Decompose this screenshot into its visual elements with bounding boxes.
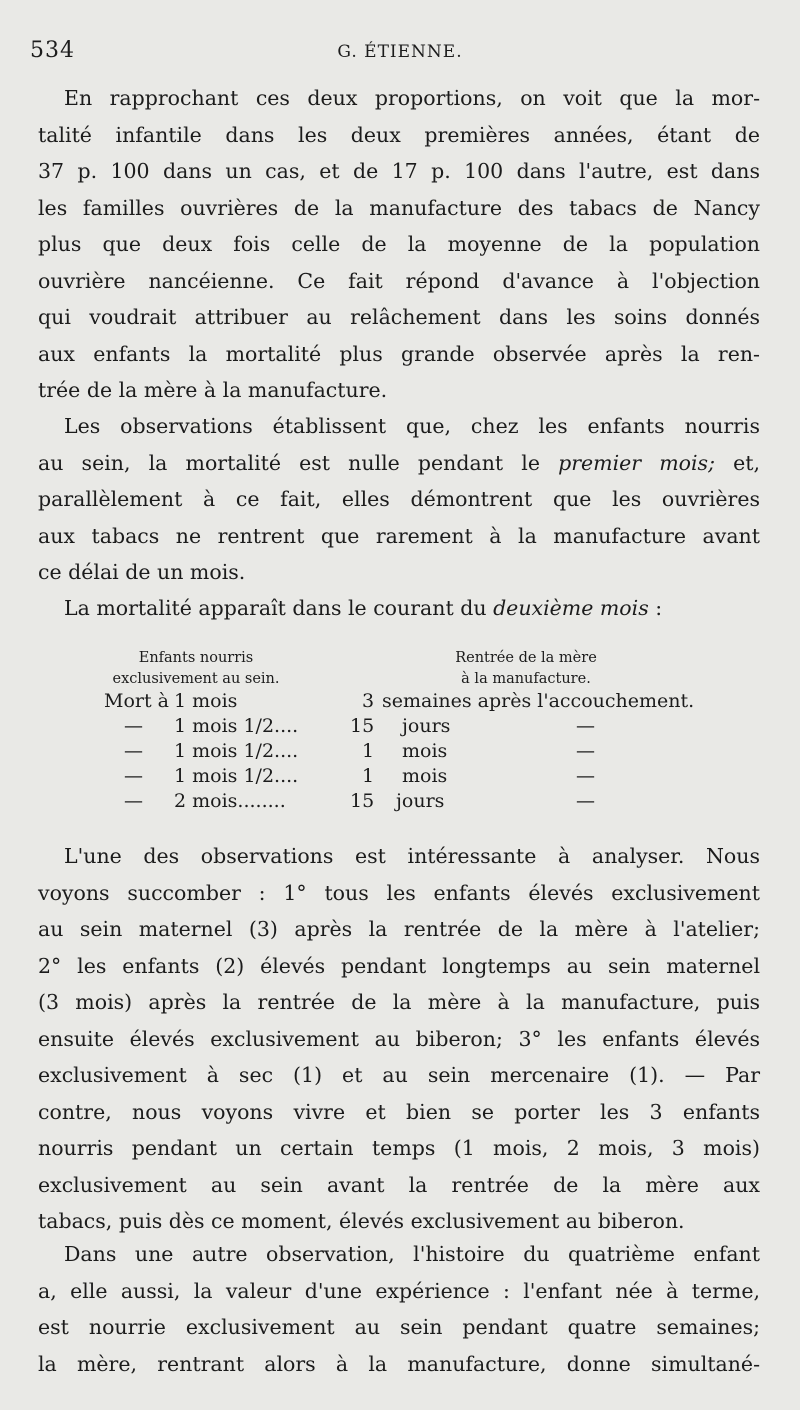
page-number: 534 bbox=[30, 38, 75, 63]
row-number: 1 bbox=[362, 740, 375, 762]
text-line: exclusivement à sec (1) et au sein mercenaire (1). — Par bbox=[38, 1063, 760, 1087]
row-number: 1 bbox=[362, 765, 375, 787]
paragraph-5 bbox=[38, 1236, 760, 1382]
text-line: ouvrière nancéienne. Ce fait répond d'avance à l'objection bbox=[38, 268, 760, 293]
text-line bbox=[38, 590, 760, 627]
row-number: 15 bbox=[350, 715, 375, 737]
row-lead: — bbox=[124, 740, 143, 762]
text-line: exclusivement au sein avant la rentrée de la mère aux bbox=[38, 1172, 760, 1197]
header-line: Enfants nourris bbox=[138, 650, 254, 666]
text-segment: et, bbox=[714, 450, 760, 475]
row-number: 15 bbox=[350, 790, 375, 812]
row-unit: mois bbox=[402, 740, 448, 762]
text-line: au sein maternel (3) après la rentrée de la mère à l'atelier; bbox=[38, 917, 760, 941]
header-line: Rentrée de la mère bbox=[455, 650, 597, 666]
text-line: tabacs, puis dès ce moment, élevés exclusivement au biberon. bbox=[38, 1209, 685, 1233]
text-line: ce délai de un mois. bbox=[38, 560, 246, 584]
text-line: L'une des observations est intéressante à analyser. Nous bbox=[64, 844, 760, 868]
text-line bbox=[38, 445, 760, 482]
row-dash: — bbox=[576, 790, 595, 812]
emphasis-text: deuxième mois bbox=[493, 596, 649, 620]
table-row bbox=[96, 715, 736, 740]
text-line: En rapprochant ces deux proportions, on voit que la mor- bbox=[64, 86, 760, 110]
row-dash: — bbox=[576, 740, 595, 762]
text-line: talité infantile dans les deux premières années, étant de bbox=[38, 122, 760, 147]
row-dash: — bbox=[576, 765, 595, 787]
paragraph-2 bbox=[38, 408, 760, 591]
text-line: aux tabacs ne rentrent que rarement à la manufacture avant bbox=[38, 523, 760, 548]
row-age: 1 mois 1/2.... bbox=[174, 715, 299, 737]
paragraph-4 bbox=[38, 838, 760, 1240]
column-header-children bbox=[96, 648, 296, 690]
text-line: a, elle aussi, la valeur d'une expérience : l'enfant née à terme, bbox=[38, 1278, 760, 1303]
text-line: nourris pendant un certain temps (1 mois, 2 mois, 3 mois) bbox=[38, 1136, 760, 1160]
header-line: exclusivement au sein. bbox=[112, 671, 280, 687]
text-line: (3 mois) après la rentrée de la mère à la manufacture, puis bbox=[38, 990, 760, 1014]
row-age: 1 mois 1/2.... bbox=[174, 740, 299, 762]
text-line: 37 p. 100 dans un cas, et de 17 p. 100 dans l'autre, est dans bbox=[38, 159, 760, 183]
text-line: la mère, rentrant alors à la manufacture, donne simultané- bbox=[38, 1351, 760, 1376]
text-line: qui voudrait attribuer au relâchement dans les soins donnés bbox=[38, 305, 760, 329]
paragraph-3 bbox=[38, 590, 760, 627]
text-segment: au sein, la mortalité est nulle pendant le bbox=[38, 450, 559, 475]
text-line: plus que deux fois celle de la moyenne de la population bbox=[38, 232, 760, 256]
row-lead: — bbox=[124, 715, 143, 737]
table-row bbox=[96, 740, 736, 765]
row-unit: semaines après l'accouchement. bbox=[382, 690, 695, 712]
row-age: 1 mois 1/2.... bbox=[174, 765, 299, 787]
row-unit: jours bbox=[402, 715, 451, 737]
text-line: contre, nous voyons vivre et bien se porter les 3 enfants bbox=[38, 1099, 760, 1124]
text-line: aux enfants la mortalité plus grande observée après la ren- bbox=[38, 341, 760, 366]
table-row bbox=[96, 790, 736, 815]
row-lead: — bbox=[124, 790, 143, 812]
row-lead: — bbox=[124, 765, 143, 787]
row-unit: mois bbox=[402, 765, 448, 787]
text-line: 2° les enfants (2) élevés pendant longtemps au sein maternel bbox=[38, 953, 760, 978]
text-line: Dans une autre observation, l'histoire du quatrième enfant bbox=[64, 1242, 760, 1266]
text-line: trée de la mère à la manufacture. bbox=[38, 378, 388, 402]
row-unit: jours bbox=[396, 790, 445, 812]
text-line: est nourrie exclusivement au sein pendant quatre semaines; bbox=[38, 1315, 760, 1339]
row-lead: Mort à bbox=[104, 690, 169, 712]
emphasis-text: premier mois; bbox=[558, 450, 715, 475]
paragraph-1 bbox=[38, 80, 760, 409]
column-header-return bbox=[426, 648, 626, 690]
row-age: 2 mois........ bbox=[174, 790, 286, 812]
text-line: les familles ouvrières de la manufacture des tabacs de Nancy bbox=[38, 195, 760, 220]
running-title: G. ÉTIENNE. bbox=[337, 42, 463, 62]
table-row bbox=[96, 765, 736, 790]
row-dash: — bbox=[576, 715, 595, 737]
text-line: parallèlement à ce fait, elles démontrent que les ouvrières bbox=[38, 487, 760, 511]
row-age: 1 mois bbox=[174, 690, 238, 712]
text-segment: La mortalité apparaît dans le courant du bbox=[64, 596, 494, 620]
page-header bbox=[30, 38, 770, 72]
text-line: voyons succomber : 1° tous les enfants élevés exclusivement bbox=[38, 880, 760, 905]
table-row bbox=[96, 690, 736, 715]
header-line: à la manufacture. bbox=[461, 671, 591, 687]
row-number: 3 bbox=[362, 690, 375, 712]
text-segment: : bbox=[648, 596, 663, 620]
text-line: Les observations établissent que, chez les enfants nourris bbox=[64, 414, 760, 438]
text-line: ensuite élevés exclusivement au biberon; 3° les enfants élevés bbox=[38, 1026, 760, 1051]
